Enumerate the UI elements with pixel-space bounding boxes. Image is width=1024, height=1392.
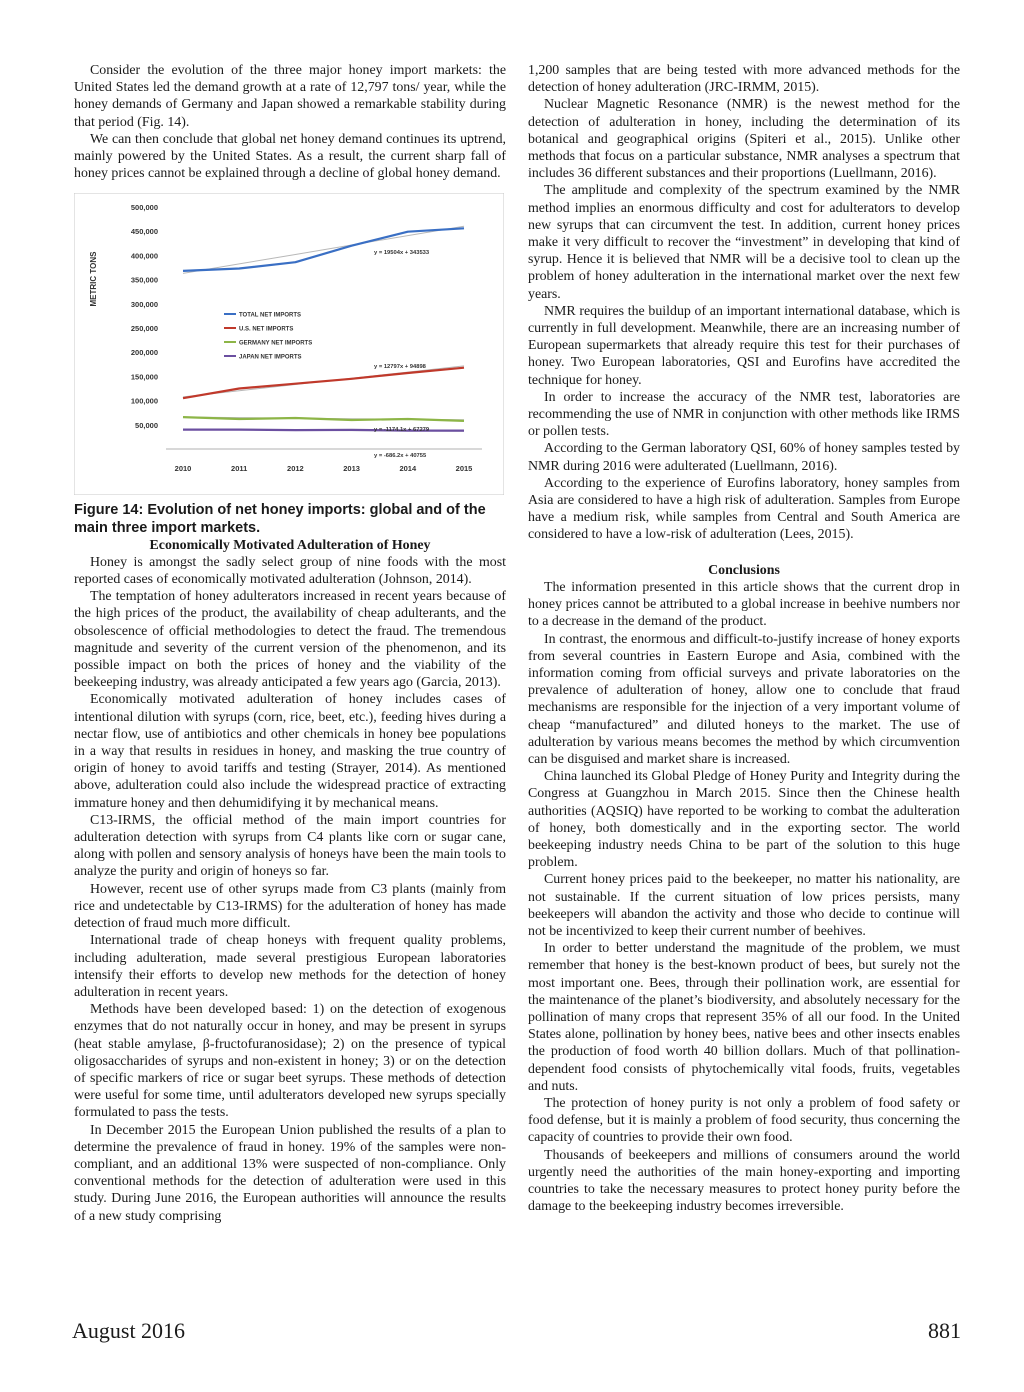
paragraph: 1,200 samples that are being tested with more advanced methods for the detection of honey adulteration (JRC-IRMM, 2015). bbox=[528, 63, 960, 96]
paragraph: China launched its Global Pledge of Honey Purity and Integrity during the Congress at Guangzhou in March 2015. Since then the Chinese health authorities (AQSIQ) have reported to be working to combat the adulteration of honey, both domestically and in the exporting sector. The world beekeeping industry needs China to be part of the solution to this huge problem. bbox=[528, 769, 960, 871]
x-tick-label: 2013 bbox=[343, 464, 360, 474]
y-tick-label: 450,000 bbox=[130, 227, 158, 237]
paragraph: C13-IRMS, the official method of the main import countries for adulteration detection with syrups from C4 plants like corn or sugar cane, along with pollen and sensory analysis of honeys have been the main tools to analyze the purity and origin of honeys so far. bbox=[74, 812, 506, 880]
paragraph: According to the experience of Eurofins laboratory, honey samples from Asia are considered to have a high risk of adulteration. Samples from Europe have a medium risk, while samples from Central and South America are considered to have a low-risk of adulteration (Lees, 2015). bbox=[528, 475, 960, 543]
paragraph: Consider the evolution of the three major honey import markets: the United States led the demand growth at a rate of 12,797 tons/ year, while the honey demands of Germany and Japan showed a remarkable stability during that period (Fig. 14). bbox=[74, 63, 506, 130]
y-axis-label: METRIC TONS bbox=[89, 251, 98, 307]
net-honey-imports-chart bbox=[74, 193, 504, 495]
trend-equation: y = 12797x + 94898 bbox=[374, 364, 426, 371]
y-tick-label: 100,000 bbox=[130, 397, 158, 407]
page-number: 881 bbox=[928, 1318, 961, 1343]
left-column bbox=[74, 62, 506, 1225]
paragraph: The temptation of honey adulterators increased in recent years because of the high prices of the product, the availability of cheap adulterants, and the obsolescence of official methodologies to detect the fraud. The tremendous magnitude and severity of the current version of the phenomenon, and its possible impact on both the prices of honey and the viability of the beekeeping industry, was already anticipated a few years ago (Garcia, 2013). bbox=[74, 589, 506, 691]
paragraph: According to the German laboratory QSI, 60% of honey samples tested by NMR during 2016 were adulterated (Luellmann, 2016). bbox=[528, 441, 960, 474]
paragraph: In December 2015 the European Union published the results of a plan to determine the prevalence of fraud in honey. 19% of the samples were non-compliant, and an additional 13% were suspected of non-compliance. Only conventional methods for the detection of adulteration were used in this study. During June 2016, the European authorities will announce the results of a new study comprising bbox=[74, 1122, 506, 1224]
paragraph: We can then conclude that global net honey demand continues its uptrend, mainly powered by the United States. As a result, the current sharp fall of honey prices cannot be explained through a decline of global honey demand. bbox=[74, 131, 506, 182]
paragraph: The information presented in this article shows that the current drop in honey prices cannot be attributed to a global increase in beehive numbers nor to a decrease in the demand of the product. bbox=[528, 579, 960, 630]
paragraph: The amplitude and complexity of the spectrum examined by the NMR method implies an enormous difficulty and cost for adulterators to develop new syrups that can circumvent the test. In addition, current honey prices make it very difficult to recover the “investment” in developing that kind of syrup. Hence it is believed that NMR will be a decisive tool to clean up the problem of honey adulteration in the international market over the next few years. bbox=[528, 183, 960, 302]
figure-caption: Figure 14: Evolution of net honey imports: global and of the main three import markets. bbox=[74, 501, 486, 536]
x-tick-label: 2015 bbox=[455, 464, 473, 474]
paragraph: The protection of honey purity is not only a problem of food safety or food defense, but it is mainly a problem of food security, thus concerning the capacity of countries to provide their own food. bbox=[528, 1095, 960, 1146]
y-tick-label: 250,000 bbox=[130, 324, 158, 334]
paragraph: International trade of cheap honeys with frequent quality problems, including adulteration, made several prestigious European laboratories intensify their efforts to develop new methods for the detection of honey adulteration in recent years. bbox=[74, 933, 506, 1000]
x-tick-label: 2010 bbox=[174, 464, 192, 474]
paragraph: Methods have been developed based: 1) on the detection of exogenous enzymes that do not naturally occur in honey, and may be present in syrups (heat stable amylase, β-fructofuranosidase); 2) on the presence of typical oligosaccharides of syrups and non-existent in honey; 3) or on the detection of specific markers of rice or sugar beet syrups. These methods of detection were useful for some time, until adulterators developed new syrups specially formulated to pass the tests. bbox=[74, 1002, 506, 1121]
paragraph: Current honey prices paid to the beekeeper, no matter his nationality, are not sustainable. If the current situation of low prices persists, many beekeepers will abandon the activity and those who decide to continue will not be incentivized to keep their current number of beehives. bbox=[528, 872, 960, 939]
legend-label: TOTAL NET IMPORTS bbox=[239, 312, 302, 319]
paragraph: However, recent use of other syrups made from C3 plants (mainly from rice and undetectable by C13-IRMS) for the adulteration of honey has made detection of fraud much more difficult. bbox=[74, 881, 506, 932]
x-tick-label: 2012 bbox=[287, 464, 304, 474]
paragraph: NMR requires the buildup of an important international database, which is currently in full development. Meanwhile, there are an increasing number of European supermarkets that already require this test for their purchases of honey. Two European laboratories, QSI and Eurofins have accredited the technique for honey. bbox=[528, 303, 960, 388]
section-heading: Economically Motivated Adulteration of Honey bbox=[149, 537, 431, 553]
paragraph: Honey is amongst the sadly select group of nine foods with the most reported cases of economically motivated adulteration (Johnson, 2014). bbox=[74, 554, 506, 588]
footer-date: August 2016 bbox=[72, 1318, 186, 1343]
y-tick-label: 300,000 bbox=[130, 300, 158, 310]
legend-label: U.S. NET IMPORTS bbox=[239, 326, 294, 333]
paragraph: Nuclear Magnetic Resonance (NMR) is the newest method for the detection of adulteration in honey, including the determination of its botanical and geographical origins (Spiteri et al., 2015). Unlike other methods that focus on a particular substance, NMR analyses a spectrum that includes 36 different substances and their proportions (Luellmann, 2016). bbox=[528, 97, 960, 182]
x-tick-label: 2011 bbox=[231, 464, 248, 474]
trend-equation: y = -686.2x + 40755 bbox=[374, 453, 427, 460]
paragraph: In order to increase the accuracy of the NMR test, laboratories are recommending the use of NMR in conjunction with other methods like IRMS or pollen tests. bbox=[528, 389, 960, 440]
legend-label: JAPAN NET IMPORTS bbox=[239, 354, 302, 361]
paragraph: Economically motivated adulteration of honey includes cases of intentional dilution with syrups (corn, rice, beet, etc.), feeding hives during a nectar flow, use of antibiotics and other chemicals in honey bee populations in a way that results in residues in honey, and masking the true country of origin of honey to avoid tariffs and testing (Strayer, 2014). As mentioned above, adulteration could also include the widespread practice of extracting immature honey and then dehumidifying it by mechanical means. bbox=[74, 692, 506, 811]
y-tick-label: 500,000 bbox=[130, 203, 158, 213]
trend-equation: y = 19504x + 343533 bbox=[374, 250, 430, 257]
legend-label: GERMANY NET IMPORTS bbox=[239, 340, 313, 347]
section-heading: Conclusions bbox=[708, 562, 780, 578]
y-tick-label: 400,000 bbox=[130, 251, 158, 261]
paragraph: In contrast, the enormous and difficult-to-justify increase of honey exports from several countries in Eastern Europe and Asia, combined with the information coming from official surveys and private laboratories on the prevalence of adulteration of honey, allow one to conclude that fraud mechanisms are responsible for the injection of a very important volume of cheap “manufactured” and diluted honeys to the market. The use of adulteration by various means becomes the method by which circumvention can be disguised and market share is increased. bbox=[528, 631, 960, 767]
x-tick-label: 2014 bbox=[399, 464, 417, 474]
paragraph: Thousands of beekeepers and millions of consumers around the world urgently need the authorities of the main honey-exporting and importing countries to take the necessary measures to protect honey purity before the damage to the beekeeping industry becomes irreversible. bbox=[528, 1147, 960, 1215]
trend-equation: y = -1174.1x + 67279 bbox=[374, 427, 430, 434]
y-tick-label: 200,000 bbox=[130, 348, 158, 358]
paragraph: In order to better understand the magnitude of the problem, we must remember that honey is the best-known product of bees, but surely not the most important one. Bees, through their pollination work, are essential for the maintenance of the planet’s biodiversity, and absolutely necessary for the pollination of many crops that represent 35% of all our food. In the United States alone, pollination by honey bees, native bees and other insects enables the production of food worth 40 billion dollars. Much of that pollination-dependent food consists of phytochemically vital foods, fruits, vegetables and nuts. bbox=[528, 941, 960, 1094]
y-tick-label: 150,000 bbox=[130, 372, 158, 382]
y-tick-label: 50,000 bbox=[135, 421, 158, 431]
y-tick-label: 350,000 bbox=[130, 276, 158, 286]
right-column bbox=[528, 62, 960, 1215]
